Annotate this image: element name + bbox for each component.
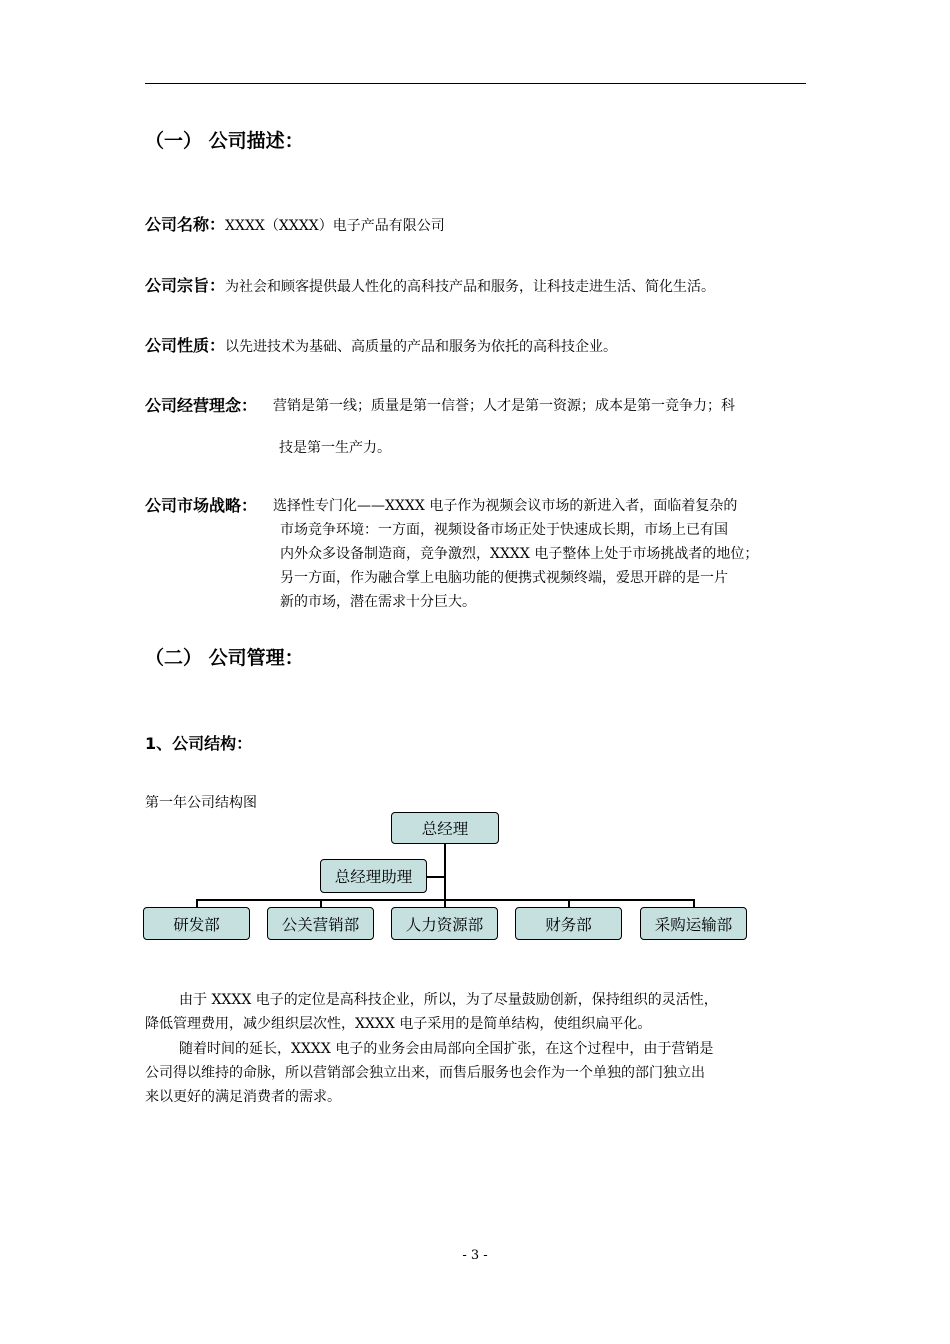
philosophy-label: 公司经营理念： (145, 396, 258, 415)
strategy-line: 内外众多设备制造商，竞争激烈，XXXX 电子整体上处于市场挑战者的地位； (280, 546, 759, 562)
strategy-line: 市场竞争环境：一方面，视频设备市场正处于快速成长期，市场上已有国 (280, 522, 728, 538)
company-name-label: 公司名称： (145, 215, 226, 234)
org-connector (444, 843, 446, 900)
company-name-value: XXXX（XXXX）电子产品有限公司 (225, 218, 445, 234)
strategy-line: 新的市场，潜在需求十分巨大。 (280, 594, 476, 610)
org-connector (427, 876, 445, 878)
philosophy-line: 营销是第一线；质量是第一信誉；人才是第一资源；成本是第一竞争力；科 (273, 398, 735, 414)
strategy-line: 选择性专门化——XXXX 电子作为视频会议市场的新进入者，面临着复杂的 (273, 498, 738, 514)
paragraph-line: 由于 XXXX 电子的定位是高科技企业，所以，为了尽量鼓励创新，保持组织的灵活性， (179, 992, 718, 1008)
header-rule (145, 83, 806, 84)
company-purpose-label: 公司宗旨： (145, 276, 226, 295)
structure-subheading: 1、公司结构： (145, 734, 253, 753)
org-box-department: 研发部 (143, 907, 250, 940)
chart-caption: 第一年公司结构图 (145, 795, 257, 811)
paragraph-line: 随着时间的延长，XXXX 电子的业务会由局部向全国扩张，在这个过程中，由于营销是 (179, 1041, 714, 1057)
paragraph-line: 公司得以维持的命脉，所以营销部会独立出来，而售后服务也会作为一个单独的部门独立出 (145, 1065, 705, 1081)
company-purpose-value: 为社会和顾客提供最人性化的高科技产品和服务，让科技走进生活、简化生活。 (225, 279, 716, 295)
company-nature-value: 以先进技术为基础、高质量的产品和服务为依托的高科技企业。 (225, 339, 618, 355)
company-purpose-row (145, 273, 715, 296)
strategy-label: 公司市场战略： (145, 496, 258, 515)
org-box-department: 公关营销部 (267, 907, 374, 940)
page-number: - 3 - (462, 1248, 488, 1263)
paragraph-line: 来以更好的满足消费者的需求。 (145, 1089, 341, 1105)
org-box-department: 人力资源部 (391, 907, 498, 940)
org-box-department: 采购运输部 (640, 907, 747, 940)
strategy-line: 另一方面，作为融合掌上电脑功能的便携式视频终端，爱思开辟的是一片 (280, 570, 728, 586)
philosophy-line: 技是第一生产力。 (279, 440, 391, 456)
org-box-assistant: 总经理助理 (320, 859, 427, 893)
org-box-department: 财务部 (515, 907, 622, 940)
paragraph-line: 降低管理费用，减少组织层次性，XXXX 电子采用的是简单结构，使组织扁平化。 (145, 1016, 652, 1032)
company-nature-label: 公司性质： (145, 336, 226, 355)
company-name-row (145, 212, 445, 235)
body-paragraph (145, 1037, 713, 1109)
org-box-general-manager: 总经理 (391, 812, 499, 844)
body-paragraph (145, 988, 718, 1036)
section1-heading: （一） 公司描述： (145, 130, 304, 152)
company-nature-row (145, 333, 617, 356)
section2-heading: （二） 公司管理： (145, 647, 304, 669)
